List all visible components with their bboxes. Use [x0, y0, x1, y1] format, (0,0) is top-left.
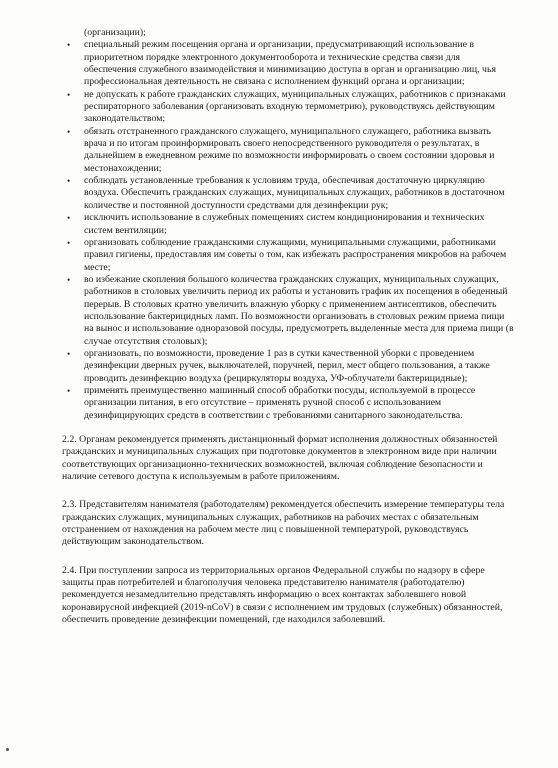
list-item-text: исключить использование в служебных помещениях систем кондиционирования и технических систем вентиляции; — [84, 212, 485, 236]
list-item — [62, 175, 514, 212]
bullet-icon: • — [67, 89, 71, 100]
bullet-icon: • — [67, 385, 71, 396]
continuation-text: (организации); — [84, 27, 146, 38]
list-item — [62, 39, 514, 88]
list-item-text: применять преимущественно машинный способ обработки посуды, используемой в процессе организации питания, в его отсутствие – применять ручной способ с использованием дезинфицирующих средств в соответствии с требованиями санитарного законодательства. — [84, 384, 476, 421]
list-item-text: соблюдать установленные требования к условиям труда, обеспечивая достаточную циркуляцию воздуха. Обеспечить гражданских служащих, муниципальных служащих, работников в достаточном количестве и постоянной доступности средствами для дезинфекции рук; — [84, 175, 505, 211]
list-item — [62, 212, 514, 237]
paragraph-2-2: 2.2. Органам рекомендуется применять дистанционный формат исполнения должностных обязанностей гражданских и муниципальных служащих при подготовке документов в электронном виде при наличии соответствующих организационно-технических возможностей, включая соблюдение безопасности и наличие сетевого доступа к используемым в работе приложениям. — [62, 434, 498, 483]
list-item — [62, 237, 514, 274]
scan-dot — [6, 748, 9, 751]
list-item-text: обязать отстраненного гражданского служащего, муниципального служащего, работника вызвать врача и по итогам проинформировать своего непосредственного руководителя о результатах, в дальнейшем в ежедневном режиме по возможности информировать о своем состоянии здоровья и местонахождении; — [84, 125, 495, 174]
bullet-icon: • — [67, 348, 71, 359]
bullet-icon: • — [67, 274, 71, 285]
bullet-icon: • — [67, 126, 71, 137]
list-item-text: организовать соблюдение гражданскими служащими, муниципальными служащими, работниками правил гигиены, предоставляя им советы о том, как избежать распространения микробов на рабочем месте; — [84, 236, 507, 273]
document-body — [62, 27, 514, 626]
list-item — [62, 385, 514, 422]
list-item — [62, 126, 514, 175]
bullet-icon: • — [67, 40, 71, 51]
bullet-icon: • — [67, 176, 71, 187]
measures-list — [62, 39, 514, 422]
list-item-text: во избежание скопления большого количества гражданских служащих, муниципальных служащих, работников в столовых увеличить период их работы и установить график их посещения в обеденный перерыв. В столовых кратно увеличить влажную уборку с применением антисептиков, обеспечить использование бактерицидных ламп. По возможности организовать в столовых режим приема пищи на вынос и использование одноразовой посуды, предусмотреть выделенные места для приема пищи (в случае отсутствия столовых); — [84, 273, 514, 347]
paragraph-2-3: 2.3. Представителям нанимателя (работодателям) рекомендуется обеспечить измерение температуры тела гражданских служащих, муниципальных служащих, работников на рабочих местах с обязательным отстранением от нахождения на рабочем месте лиц с повышенной температурой, руководствуясь действующим законодательством. — [62, 499, 505, 548]
paragraph-2-4: 2.4. При поступлении запроса из территориальных органов Федеральной службы по надзору в сфере защиты прав потребителей и благополучия человека представителю нанимателя (работодателю) рекомендуется незамедлительно представлять информацию о всех контактах заболевшего новой коронавирусной инфекцией (2019-nCoV) в связи с исполнением им трудовых (служебных) обязанностей, обеспечить проведение дезинфекции помещений, где находился заболевший. — [62, 564, 503, 626]
list-item-text: не допускать к работе гражданских служащих, муниципальных служащих, работников с признаками респираторного заболевания (организовать входную термометрию), руководствуясь действующим законодательством; — [84, 88, 506, 125]
list-item — [62, 274, 514, 348]
list-item-text: организовать, по возможности, проведение 1 раз в сутки качественной уборки с проведением дезинфекции дверных ручек, выключателей, поручней, перил, мест общего пользования, а также проводить дезинфекцию воздуха (рециркуляторы воздуха, УФ-облучатели бактерицидные); — [84, 347, 490, 384]
bullet-icon: • — [67, 213, 71, 224]
list-item — [62, 348, 514, 385]
list-item-text: специальный режим посещения органа и организации, предусматривающий использование в приоритетном порядке электронного документооборота и технические средства связи для обеспечения служебного взаимодействия и минимизацию доступа в орган и организацию лиц, чья профессиональная деятельность не связана с исполнением функций органа и организации; — [84, 39, 496, 88]
list-item — [62, 89, 514, 126]
bullet-icon: • — [67, 237, 71, 248]
